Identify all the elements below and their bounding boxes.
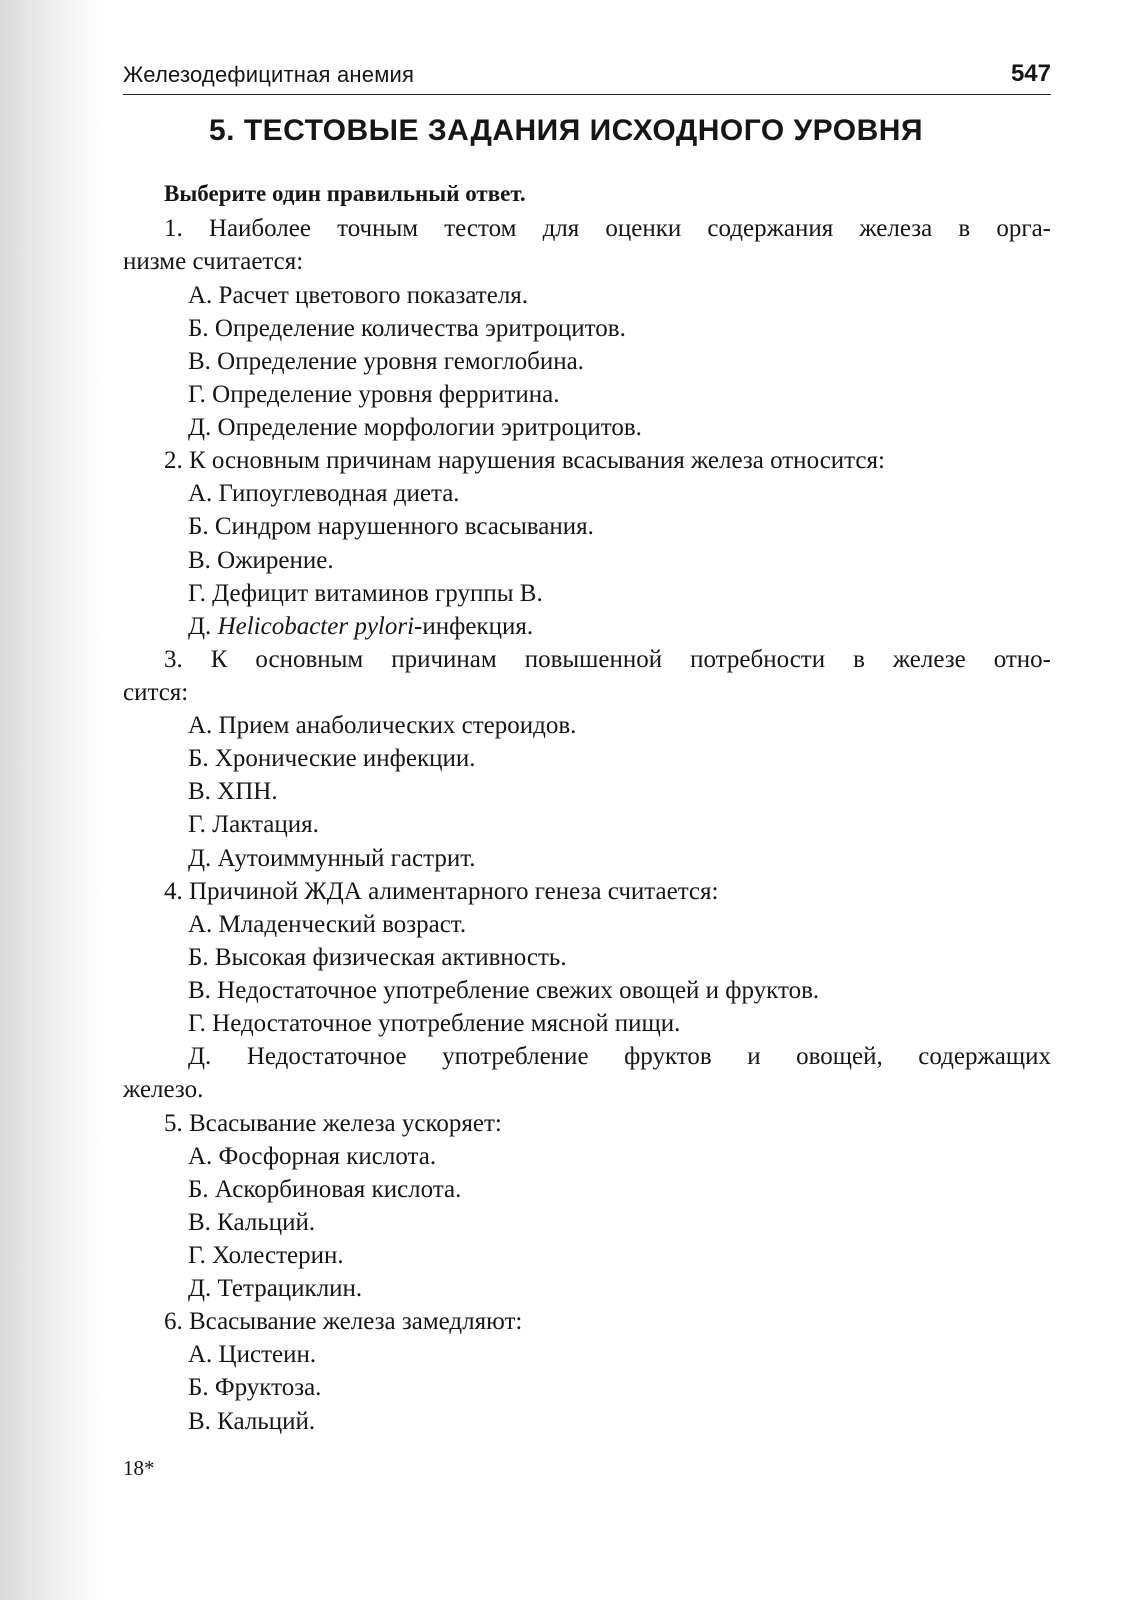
question-4-option-c: В. Недостаточное употребление свежих овощей и фруктов. bbox=[188, 977, 820, 1004]
question-1-text: 1. Наиболее точным тестом для оценки содержания железа в орга- bbox=[164, 215, 1051, 242]
question-1-option-d: Г. Определение уровня ферритина. bbox=[188, 381, 560, 408]
question-5-option-e: Д. Тетрациклин. bbox=[188, 1275, 363, 1302]
instruction-text: Выберите один правильный ответ. bbox=[164, 181, 526, 206]
section-title: 5. ТЕСТОВЫЕ ЗАДАНИЯ ИСХОДНОГО УРОВНЯ bbox=[208, 114, 924, 147]
question-3-text: 3. К основным причинам повышенной потребности в железе отно- bbox=[164, 646, 1051, 673]
question-2-option-b: Б. Синдром нарушенного всасывания. bbox=[188, 513, 594, 540]
question-6-option-a: А. Цистеин. bbox=[188, 1341, 317, 1368]
question-1-option-b: Б. Определение количества эритроцитов. bbox=[188, 315, 626, 342]
question-2-option-c: В. Ожирение. bbox=[188, 547, 334, 574]
question-3-option-b: Б. Хронические инфекции. bbox=[188, 745, 476, 772]
question-2-text: 2. К основным причинам нарушения всасывания железа относится: bbox=[164, 447, 885, 474]
page-number: 547 bbox=[1010, 60, 1051, 87]
option-prefix: Д. bbox=[188, 613, 218, 640]
question-4-option-b: Б. Высокая физическая активность. bbox=[188, 944, 567, 971]
question-1-option-e: Д. Определение морфологии эритроцитов. bbox=[188, 414, 642, 441]
running-title: Железодефицитная анемия bbox=[123, 62, 415, 87]
question-4-option-a: А. Младенческий возраст. bbox=[188, 911, 467, 938]
question-1-option-c: В. Определение уровня гемоглобина. bbox=[188, 348, 584, 375]
question-3-option-d: Г. Лактация. bbox=[188, 811, 319, 838]
question-3-option-e: Д. Аутоиммунный гастрит. bbox=[188, 845, 476, 872]
question-5-option-b: Б. Аскорбиновая кислота. bbox=[188, 1176, 462, 1203]
question-2-option-e bbox=[188, 611, 533, 643]
question-5-text: 5. Всасывание железа ускоряет: bbox=[164, 1110, 502, 1137]
question-6-text: 6. Всасывание железа замедляют: bbox=[164, 1308, 523, 1335]
question-4-text: 4. Причиной ЖДА алиментарного генеза считается: bbox=[164, 878, 719, 905]
question-5-option-d: Г. Холестерин. bbox=[188, 1242, 344, 1269]
question-3-option-c: В. ХПН. bbox=[188, 778, 278, 805]
option-suffix: -инфекция. bbox=[414, 613, 534, 640]
signature-mark: 18* bbox=[123, 1456, 155, 1480]
question-6-option-b: Б. Фруктоза. bbox=[188, 1374, 322, 1401]
question-5-option-c: В. Кальций. bbox=[188, 1209, 316, 1236]
running-header bbox=[123, 58, 1051, 95]
question-3-text-cont: сится: bbox=[123, 679, 189, 706]
bacteria-name: Helicobacter pylori bbox=[217, 613, 415, 640]
question-5-option-a: А. Фосфорная кислота. bbox=[188, 1143, 437, 1170]
question-2-option-d: Г. Дефицит витаминов группы В. bbox=[188, 580, 543, 607]
question-4-option-e-cont: железо. bbox=[123, 1076, 204, 1103]
question-1-text-cont: низме считается: bbox=[123, 248, 304, 275]
question-4-option-e: Д. Недостаточное употребление фруктов и овощей, содержащих bbox=[188, 1043, 1051, 1070]
question-1-option-a: А. Расчет цветового показателя. bbox=[188, 282, 529, 309]
question-2-option-a: А. Гипоуглеводная диета. bbox=[188, 480, 460, 507]
question-4-option-d: Г. Недостаточное употребление мясной пищи. bbox=[188, 1010, 681, 1037]
question-6-option-c: В. Кальций. bbox=[188, 1408, 316, 1435]
question-3-option-a: А. Прием анаболических стероидов. bbox=[188, 712, 577, 739]
